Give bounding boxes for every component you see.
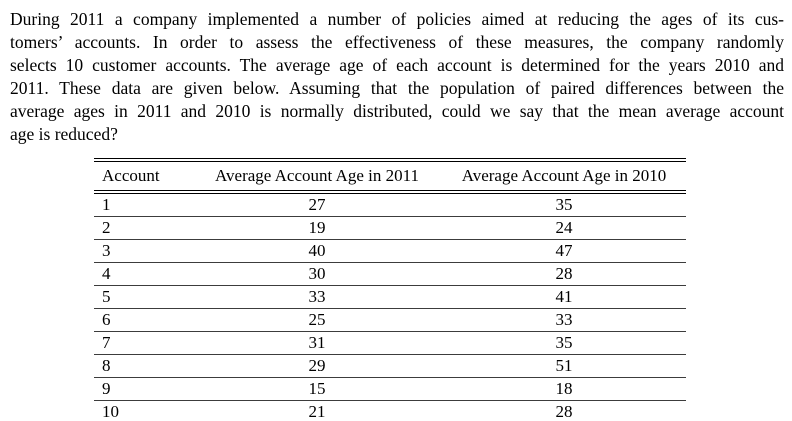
problem-line: During 2011 a company implemented a number of policies aimed at reducing the ages of its cus-: [10, 9, 784, 29]
cell-age-2010: 33: [555, 310, 573, 329]
cell-account: 1: [102, 195, 111, 214]
table-row: [94, 263, 686, 286]
cell-age-2010: 28: [555, 264, 573, 283]
cell-age-2010: 18: [555, 379, 573, 398]
cell-age-2010: 28: [555, 402, 573, 421]
table-row: [94, 401, 686, 421]
cell-age-2010: 24: [555, 218, 573, 237]
problem-line: tomers’ accounts. In order to assess the effectiveness of these measures, the company randomly: [10, 32, 784, 52]
cell-age-2010: 47: [555, 241, 573, 260]
problem-line: 2011. These data are given below. Assuming that the population of paired differences between the: [10, 78, 784, 98]
table-row: [94, 217, 686, 240]
cell-age-2011: 40: [308, 241, 326, 260]
column-header-age-2010: Average Account Age in 2010: [461, 166, 667, 185]
cell-age-2010: 35: [555, 195, 573, 214]
table-row: [94, 286, 686, 309]
cell-account: 7: [102, 333, 111, 352]
cell-age-2011: 30: [308, 264, 326, 283]
cell-account: 4: [102, 264, 111, 283]
problem-line: age is reduced?: [10, 124, 118, 144]
cell-account: 2: [102, 218, 111, 237]
problem-statement: [10, 8, 784, 146]
cell-age-2011: 31: [308, 333, 326, 352]
column-header-account: Account: [102, 166, 160, 185]
cell-age-2011: 33: [308, 287, 326, 306]
cell-age-2010: 41: [555, 287, 573, 306]
accounts-table: [94, 158, 686, 421]
cell-age-2010: 51: [555, 356, 573, 375]
cell-account: 8: [102, 356, 111, 375]
table-row: [94, 309, 686, 332]
column-header-age-2011: Average Account Age in 2011: [215, 166, 419, 185]
cell-age-2011: 29: [308, 356, 326, 375]
table-row: [94, 240, 686, 263]
cell-account: 6: [102, 310, 111, 329]
table-header-row: [94, 160, 686, 192]
table-row: [94, 378, 686, 401]
cell-age-2010: 35: [555, 333, 573, 352]
cell-age-2011: 15: [308, 379, 326, 398]
table-row: [94, 332, 686, 355]
problem-line: selects 10 customer accounts. The average age of each account is determined for the years 2010 and: [10, 55, 784, 75]
cell-age-2011: 25: [308, 310, 326, 329]
table-row: [94, 355, 686, 378]
accounts-table-container: [94, 158, 686, 421]
table-body: [94, 192, 686, 421]
cell-age-2011: 27: [308, 195, 326, 214]
problem-line: average ages in 2011 and 2010 is normally distributed, could we say that the mean average account: [10, 101, 784, 121]
cell-account: 9: [102, 379, 111, 398]
cell-account: 10: [102, 402, 119, 421]
table-row: [94, 192, 686, 217]
table-header: [94, 160, 686, 192]
cell-account: 3: [102, 241, 111, 260]
cell-account: 5: [102, 287, 111, 306]
cell-age-2011: 19: [308, 218, 326, 237]
cell-age-2011: 21: [308, 402, 326, 421]
